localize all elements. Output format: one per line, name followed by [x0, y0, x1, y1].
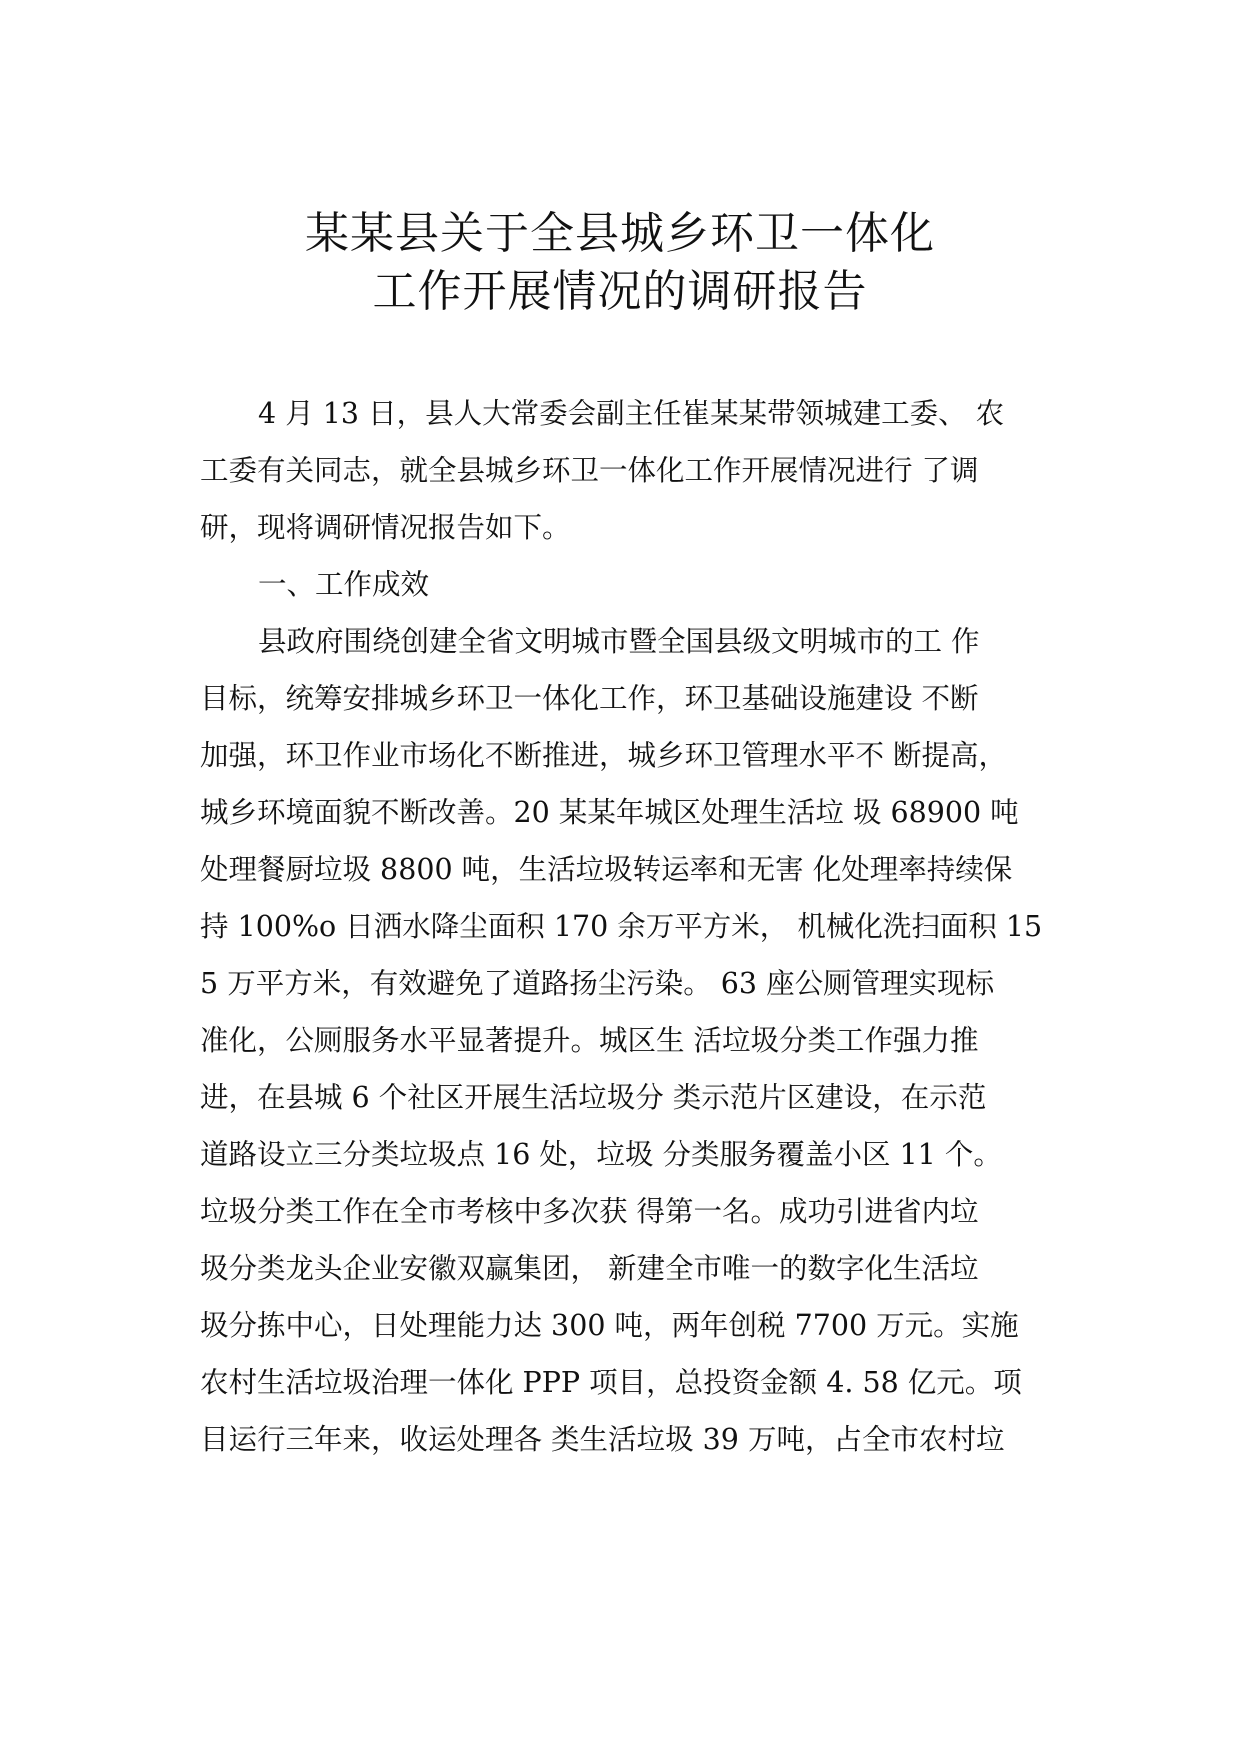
body-text-line: 城乡环境面貌不断改善。20 某某年城区处理生活垃 圾 68900 吨	[200, 796, 1019, 829]
body-text-line: 目标，统筹安排城乡环卫一体化工作，环卫基础设施建设 不断	[200, 682, 979, 715]
body-text-line: 道路设立三分类垃圾点 16 处，垃圾 分类服务覆盖小区 11 个。	[200, 1138, 1002, 1171]
body-text-line: 县政府围绕创建全省文明城市暨全国县级文明城市的工 作	[258, 625, 980, 658]
body-text-line: 5 万平方米，有效避免了道路扬尘污染。 63 座公厕管理实现标	[200, 967, 995, 1000]
body-text-line: 加强，环卫作业市场化不断推进，城乡环卫管理水平不 断提高，	[200, 739, 1008, 772]
body-text-line: 进，在县城 6 个社区开展生活垃圾分 类示范片区建设，在示范	[200, 1081, 987, 1114]
body-text-line: 研，现将调研情况报告如下。	[200, 511, 571, 544]
document-body	[200, 385, 1080, 1468]
body-text-line: 一、工作成效	[258, 568, 430, 601]
body-text-line: 圾分类龙头企业安徽双赢集团， 新建全市唯一的数字化生活垃	[200, 1252, 979, 1285]
document-title	[0, 205, 1240, 321]
body-text-line: 处理餐厨垃圾 8800 吨，生活垃圾转运率和无害 化处理率持续保	[200, 853, 1013, 886]
body-text-line: 垃圾分类工作在全市考核中多次获 得第一名。成功引进省内垃	[200, 1195, 979, 1228]
title-line-2: 工作开展情况的调研报告	[372, 266, 868, 317]
body-text-line: 准化，公厕服务水平显著提升。城区生 活垃圾分类工作强力推	[200, 1024, 979, 1057]
title-line-1: 某某县关于全县城乡环卫一体化	[305, 208, 935, 259]
body-text-line: 圾分拣中心，日处理能力达 300 吨，两年创税 7700 万元。实施	[200, 1309, 1019, 1342]
body-text-line: 持 100%o 日洒水降尘面积 170 余万平方米， 机械化洗扫面积 15	[200, 910, 1043, 943]
body-text-line: 农村生活垃圾治理一体化 PPP 项目，总投资金额 4. 58 亿元。项	[200, 1366, 1022, 1399]
body-text-line: 工委有关同志，就全县城乡环卫一体化工作开展情况进行 了调	[200, 454, 979, 487]
body-text-line: 目运行三年来，收运处理各 类生活垃圾 39 万吨，占全市农村垃	[200, 1423, 1005, 1456]
body-text-line: 4 月 13 日，县人大常委会副主任崔某某带领城建工委、 农	[258, 397, 1005, 430]
